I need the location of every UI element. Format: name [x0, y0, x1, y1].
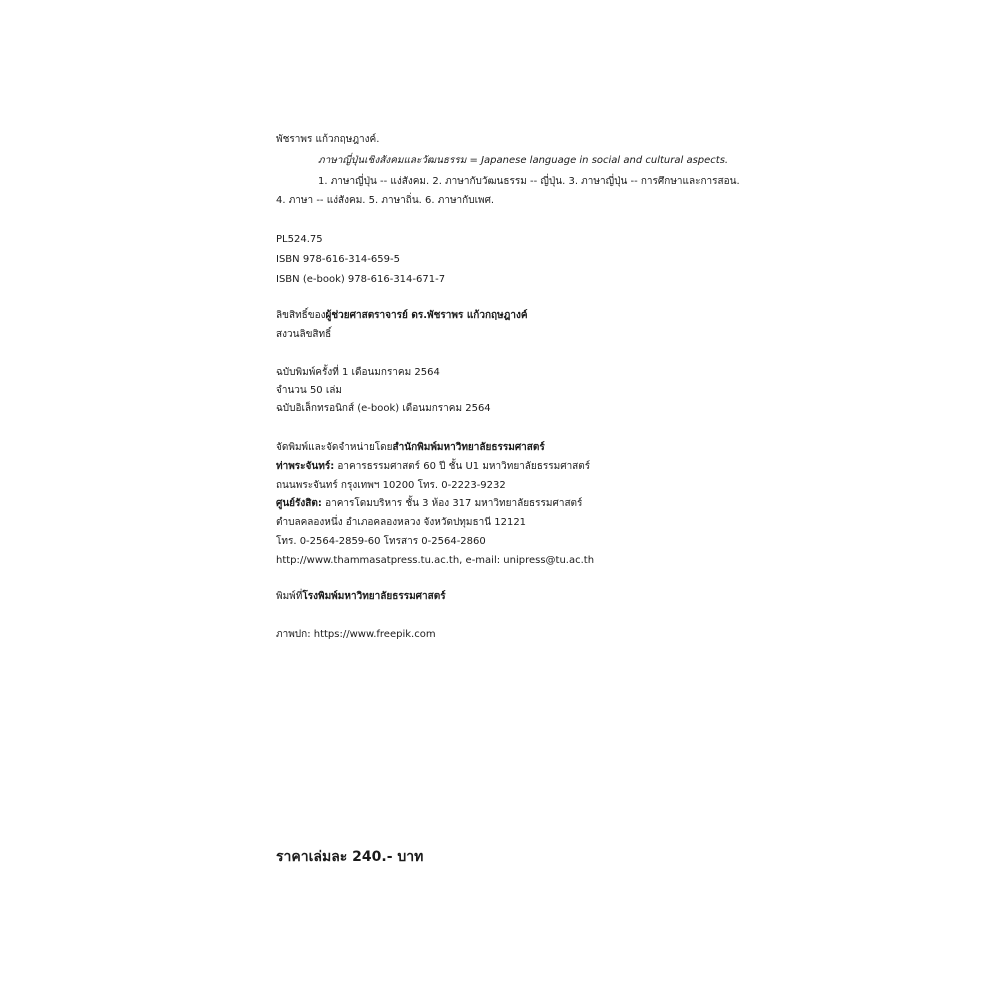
tha-phra-chan-line: [276, 460, 590, 474]
publisher-name: สำนักพิมพ์มหาวิทยาลัยธรรมศาสตร์: [392, 442, 545, 453]
printer-prefix: พิมพ์ที่: [276, 591, 303, 602]
isbn-print: ISBN 978-616-314-659-5: [276, 254, 400, 265]
edition-ebook: ฉบับอิเล็กทรอนิกส์ (e-book) เดือนมกราคม 2564: [276, 403, 491, 414]
subjects-line-1: 1. ภาษาญี่ปุ่น -- แง่สังคม. 2. ภาษากับวัฒนธรรม -- ญี่ปุ่น. 3. ภาษาญี่ปุ่น -- การศึกษาและการสอน.: [318, 176, 740, 187]
tha-phra-chan-label: ท่าพระจันทร์:: [276, 461, 335, 472]
tha-phra-chan-address: อาคารธรรมศาสตร์ 60 ปี ชั้น U1 มหาวิทยาลัยธรรมศาสตร์: [334, 461, 591, 472]
rangsit-phone: โทร. 0-2564-2859-60 โทรสาร 0-2564-2860: [276, 536, 486, 547]
edition-first-print: ฉบับพิมพ์ครั้งที่ 1 เดือนมกราคม 2564: [276, 367, 440, 378]
rangsit-address-2: ตำบลคลองหนึ่ง อำเภอคลองหลวง จังหวัดปทุมธานี 12121: [276, 517, 527, 528]
rangsit-address: อาคารโดมบริหาร ชั้น 3 ห้อง 317 มหาวิทยาลัยธรรมศาสตร์: [321, 498, 583, 509]
price: ราคาเล่มละ 240.- บาท: [276, 849, 424, 865]
book-title-line: ภาษาญี่ปุ่นเชิงสังคมและวัฒนธรรม = Japanese language in social and cultural aspects.: [318, 155, 729, 166]
cover-credit: ภาพปก: https://www.freepik.com: [276, 629, 436, 640]
copyright-owner: ผู้ช่วยศาสตราจารย์ ดร.พัชราพร แก้วกฤษฎางค์: [325, 310, 528, 321]
printer-name: โรงพิมพ์มหาวิทยาลัยธรรมศาสตร์: [302, 591, 446, 602]
subjects-line-2: 4. ภาษา -- แง่สังคม. 5. ภาษาถิ่น. 6. ภาษากับเพศ.: [276, 195, 495, 206]
tha-phra-chan-address-2: ถนนพระจันทร์ กรุงเทพฯ 10200 โทร. 0-2223-9232: [276, 480, 506, 491]
publisher-line: [276, 441, 545, 455]
copyright-prefix: ลิขสิทธิ์ของ: [276, 310, 326, 321]
call-number: PL524.75: [276, 234, 323, 245]
publisher-intro: จัดพิมพ์และจัดจำหน่ายโดย: [276, 442, 393, 453]
printer-line: [276, 590, 446, 604]
rangsit-label: ศูนย์รังสิต:: [276, 498, 322, 509]
rangsit-line: [276, 497, 582, 511]
rights-reserved: สงวนลิขสิทธิ์: [276, 329, 332, 340]
edition-copies: จำนวน 50 เล่ม: [276, 385, 342, 396]
isbn-ebook: ISBN (e-book) 978-616-314-671-7: [276, 274, 446, 285]
author-line: พัชราพร แก้วกฤษฎางค์.: [276, 134, 380, 145]
publisher-web-email: http://www.thammasatpress.tu.ac.th, e-mail: unipress@tu.ac.th: [276, 555, 595, 566]
copyright-line: [276, 309, 528, 323]
